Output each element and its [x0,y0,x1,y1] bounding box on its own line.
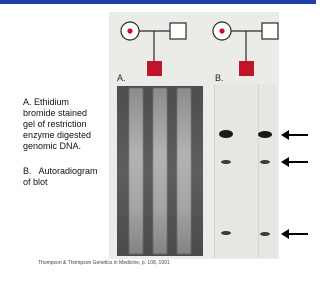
caption-b-line: B. Autoradiogram [23,166,98,176]
citation-text: Thompson & Thompson Genetics in Medicine, p. 108, 1991 [38,260,170,266]
panel-b-label: B. [215,73,224,83]
affected-son-symbol [147,61,162,76]
gel-lane [177,88,191,254]
gel-lane [129,88,143,254]
caption-b-line: of blot [23,177,48,187]
blot-band [260,160,270,164]
caption-b [23,166,98,188]
slide-top-bar [0,0,316,4]
panel-a-label: A. [117,73,126,83]
arrow-icon [281,157,308,167]
caption-a-line: gel of restriction [23,119,87,129]
caption-a-line: bromide stained [23,108,88,118]
blot-band [258,131,272,138]
caption-a-line: A. Ethidium [23,97,70,107]
father-symbol [262,23,278,39]
blot-lane-divider [258,84,259,258]
father-symbol [170,23,186,39]
pedigree-a [118,18,198,84]
blot-band [221,160,231,164]
blot-band [221,231,231,235]
caption-a [23,97,91,152]
arrow-icon [281,229,308,239]
blot-band [219,130,233,138]
carrier-dot [127,28,132,33]
band-arrows [280,126,310,242]
caption-a-line: enzyme digested [23,130,92,140]
ethidium-gel-image [117,86,203,256]
caption-a-line: genomic DNA. [23,141,82,151]
arrow-icon [281,130,308,140]
blot-band [260,232,270,236]
carrier-dot [219,28,224,33]
gel-lane [153,88,167,254]
affected-son-symbol [239,61,254,76]
